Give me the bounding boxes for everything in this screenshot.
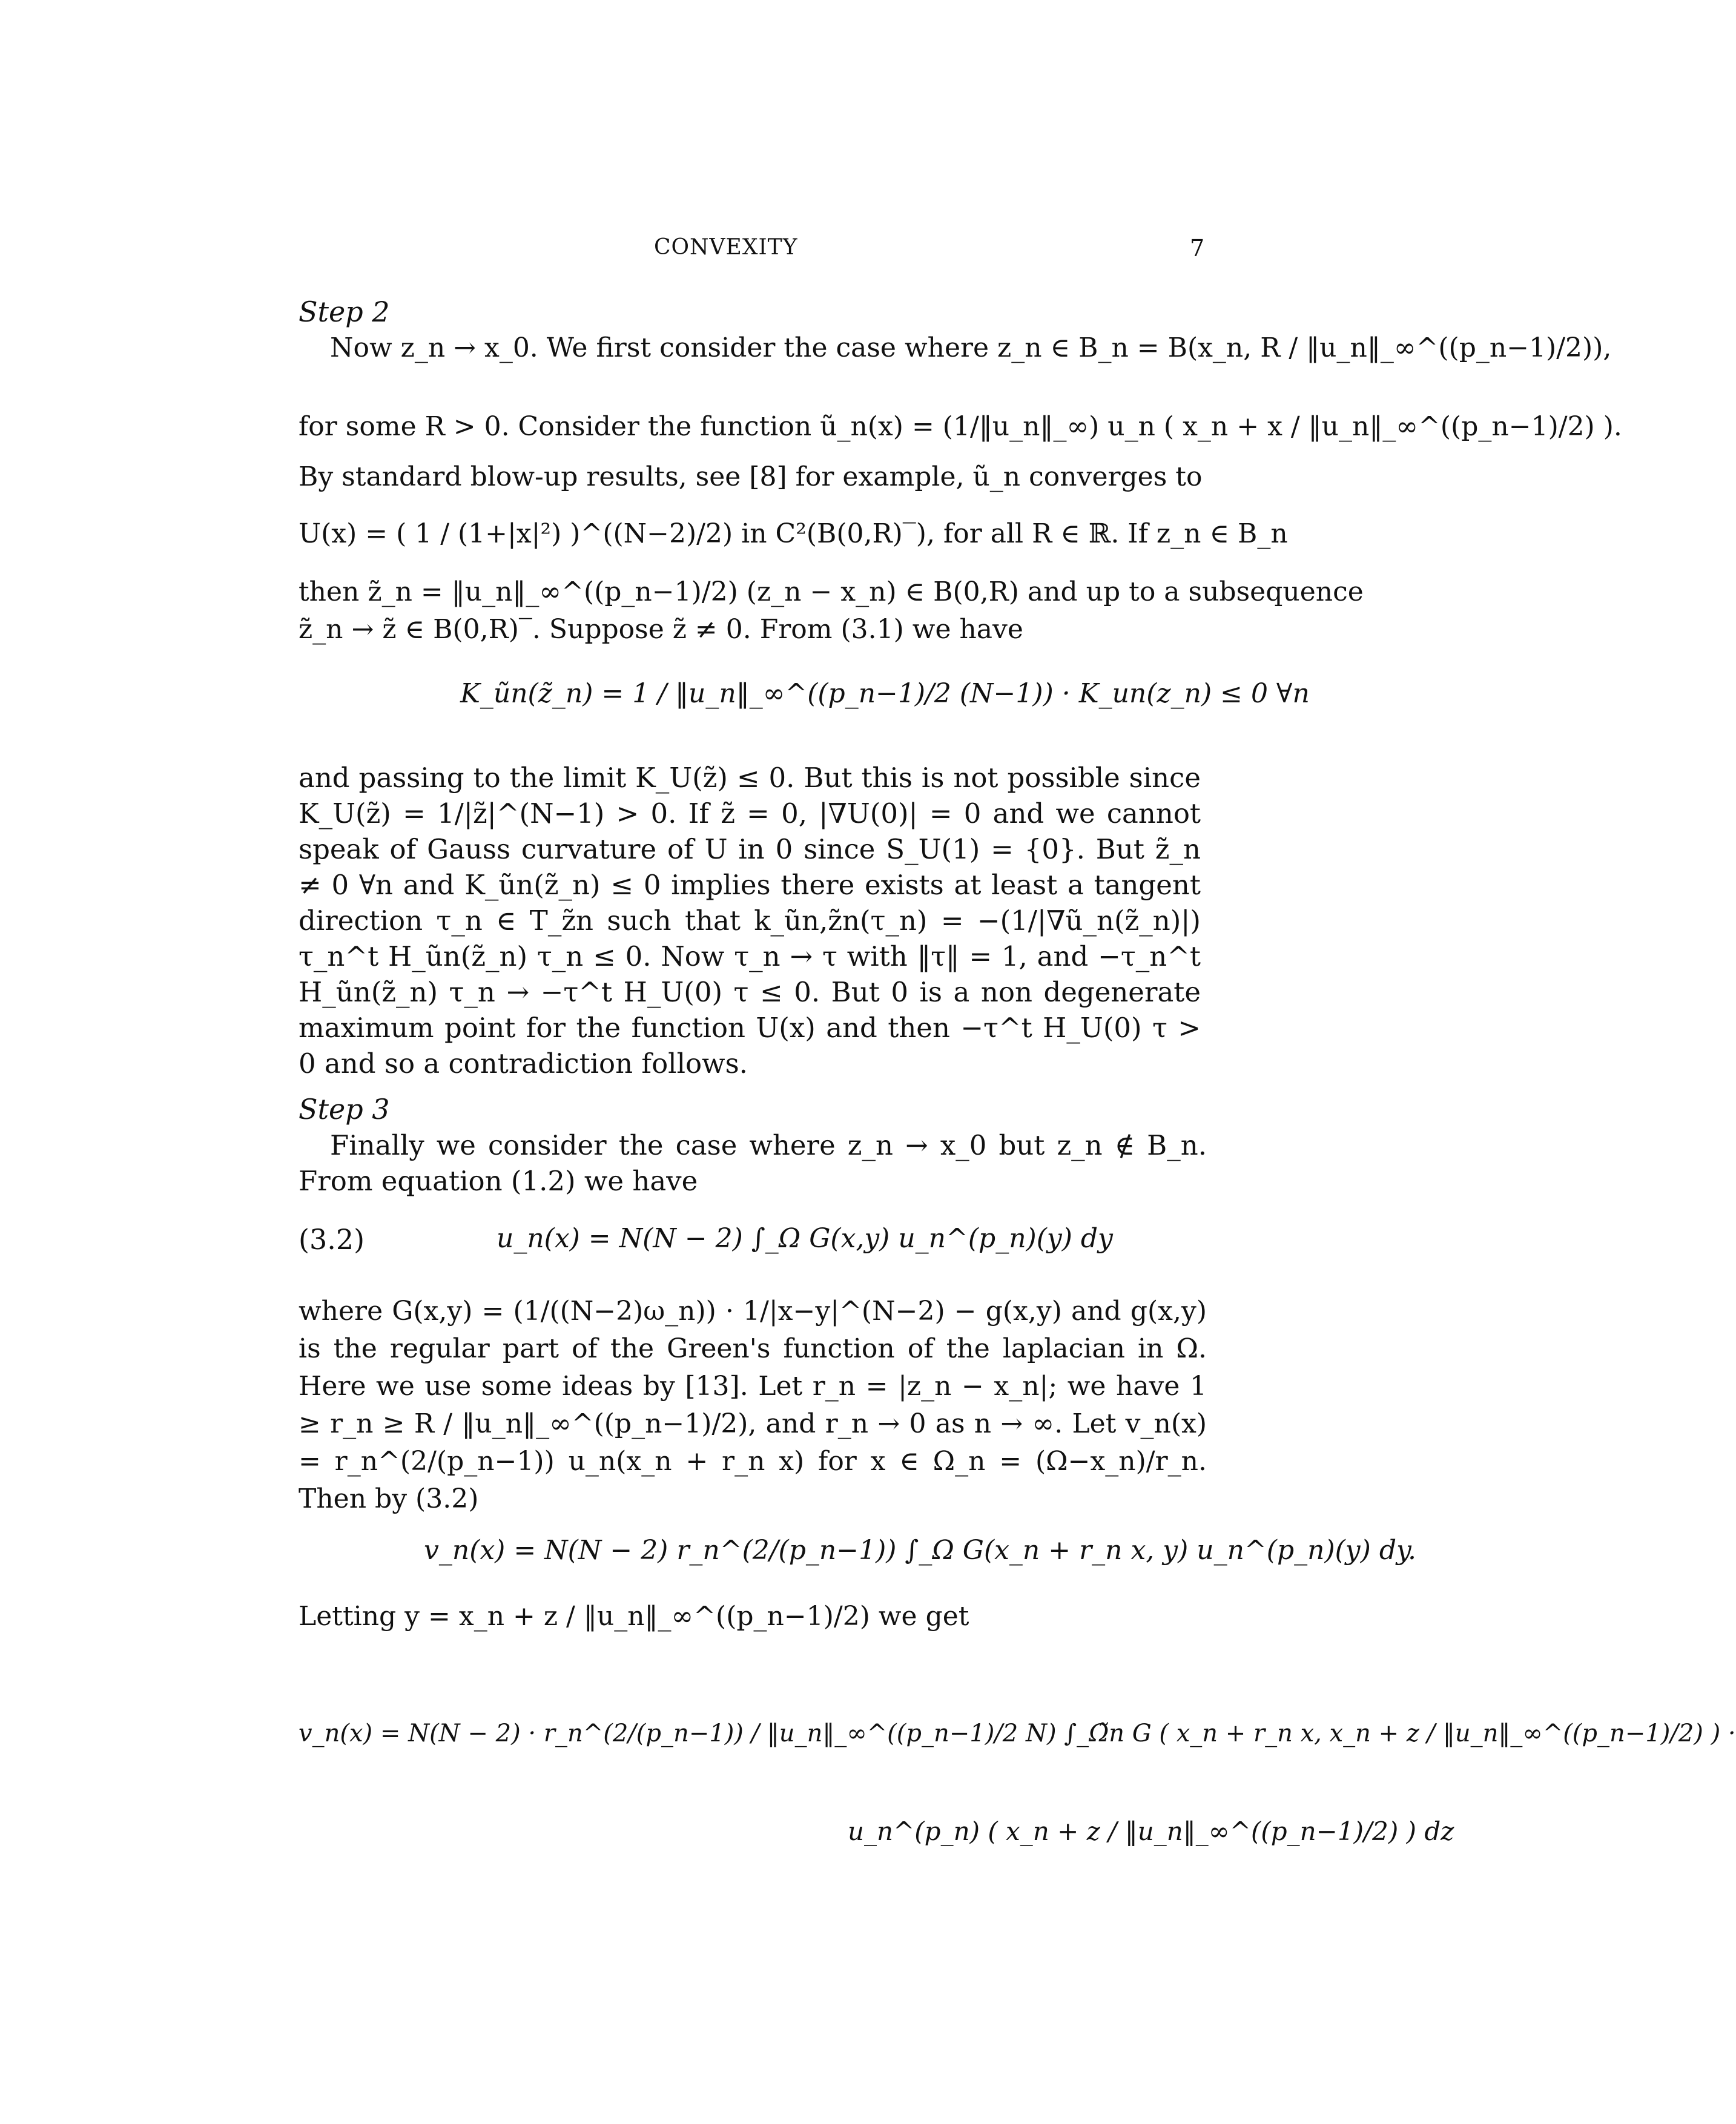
running-header: CONVEXITY bbox=[654, 235, 798, 260]
step-2-line-6: z̃_n → z̃ ∈ B(0,R)‾. Suppose z̃ ≠ 0. From (3.1) we have bbox=[299, 614, 1023, 645]
equation-curvature: K_ũn(z̃_n) = 1 / ‖u_n‖_∞^((p_n−1)/2 (N−1)) · K_un(z_n) ≤ 0 ∀n bbox=[460, 678, 1310, 709]
equation-vn: v_n(x) = N(N − 2) r_n^(2/(p_n−1)) ∫_Ω G(x_n + r_n x, y) u_n^(p_n)(y) dy. bbox=[424, 1535, 1416, 1566]
step-2-line-3: By standard blow-up results, see [8] for example, ũ_n converges to bbox=[299, 461, 1203, 492]
step-2-line-2: for some R > 0. Consider the function ũ_n(x) = (1/‖u_n‖_∞) u_n ( x_n + x / ‖u_n‖_∞^((p_n−1)/2) ). bbox=[299, 411, 1622, 442]
equation-final-line-1: v_n(x) = N(N − 2) · r_n^(2/(p_n−1)) / ‖u_n‖_∞^((p_n−1)/2 N) ∫_Ω̃n G ( x_n + r_n x, x_n + z / ‖u_n‖_∞^((p_n−1)/2) ) · bbox=[299, 1720, 1736, 1747]
step-2-line-5: then z̃_n = ‖u_n‖_∞^((p_n−1)/2) (z_n − x_n) ∈ B(0,R) and up to a subsequence bbox=[299, 576, 1364, 607]
equation-number-3-2: (3.2) bbox=[299, 1223, 365, 1256]
equation-3-2: u_n(x) = N(N − 2) ∫_Ω G(x,y) u_n^(p_n)(y) dy bbox=[497, 1223, 1113, 1254]
step-3-paragraph: where G(x,y) = (1/((N−2)ω_n)) · 1/|x−y|^(N−2) − g(x,y) and g(x,y) is the regular part of the Green's function of the laplacian in Ω. Here we use some ideas by [13]. Let r_n = |z_n − x_n|; we have 1 ≥ r_n ≥ R / ‖u_n‖_∞^((p_n−1)/2), and r_n → 0 as n → ∞. Let v_n(x) = r_n^(2/(p_n−1)) u_n(x_n + r_n x) for x ∈ Ω_n = (Ω−x_n)/r_n. Then by (3.2) bbox=[299, 1296, 1207, 1514]
step-3-intro: Finally we consider the case where z_n → x_0 but z_n ∉ B_n. From equation (1.2) we have bbox=[299, 1129, 1207, 1197]
step-3-title: Step 3 bbox=[299, 1093, 390, 1126]
step-2-line-1: Now z_n → x_0. We first consider the case where z_n ∈ B_n = B(x_n, R / ‖u_n‖_∞^((p_n−1)/2)), bbox=[330, 332, 1612, 363]
step-2-paragraph: and passing to the limit K_U(z̃) ≤ 0. But this is not possible since K_U(z̃) = 1/|z̃|^(N−1) > 0. If z̃ = 0, |∇U(0)| = 0 and we cannot speak of Gauss curvature of U in 0 since S_U(1) = {0}. But z̃_n ≠ 0 ∀n and K_ũn(z̃_n) ≤ 0 implies there exists at least a tangent direction τ_n ∈ T_z̃n such that k_ũn,z̃n(τ_n) = −(1/|∇ũ_n(z̃_n)|) τ_n^t H_ũn(z̃_n) τ_n ≤ 0. Now τ_n → τ with ‖τ‖ = 1, and −τ_n^t H_ũn(z̃_n) τ_n → −τ^t H_U(0) τ ≤ 0. But 0 is a non degenerate maximum point for the function U(x) and then −τ^t H_U(0) τ > 0 and so a contradiction follows. bbox=[299, 762, 1201, 1080]
page-number: 7 bbox=[1190, 235, 1205, 262]
step-2-line-4: U(x) = ( 1 / (1+|x|²) )^((N−2)/2) in C²(B(0,R)‾), for all R ∈ ℝ. If z_n ∈ B_n bbox=[299, 518, 1288, 549]
equation-final-line-2: u_n^(p_n) ( x_n + z / ‖u_n‖_∞^((p_n−1)/2) ) dz bbox=[848, 1816, 1454, 1846]
step-2-title: Step 2 bbox=[299, 295, 390, 328]
letting-line: Letting y = x_n + z / ‖u_n‖_∞^((p_n−1)/2) we get bbox=[299, 1601, 969, 1632]
